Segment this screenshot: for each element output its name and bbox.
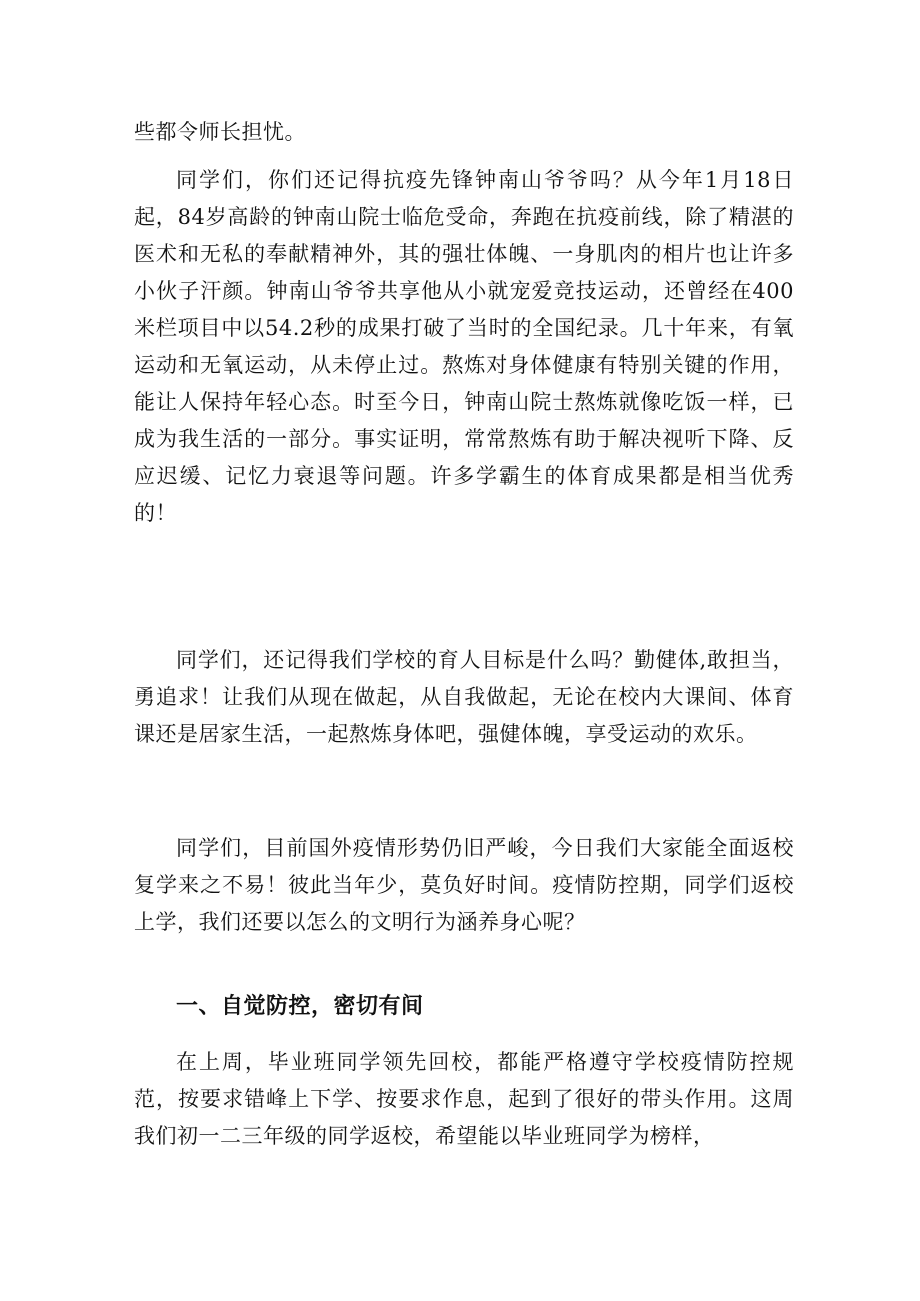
section-heading-1: 一、自觉防控，密切有间 xyxy=(176,994,424,1019)
paragraph-continuation: 些都令师长担忧。 xyxy=(134,120,306,144)
paragraph-zhong-nanshan: 同学们，你们还记得抗疫先锋钟南山爷爷吗？从今年1月18日起，84岁高龄的钟南山院士临危受命，奔跑在抗疫前线，除了精湛的医术和无私的奉献精神外，其的强壮体魄、一身肌肉的相片也让许多小伙子汗颜。钟南山爷爷共享他从小就宠爱竞技运动，还曾经在400米栏项目中以54.2秒的成果打破了当时的全国纪录。几十年来，有氧运动和无氧运动，从未停止过。熬炼对身体健康有特别关键的作用，能让人保持年轻心态。时至今日，钟南山院士熬炼就像吃饭一样，已成为我生活的一部分。事实证明，常常熬炼有助于解决视听下降、反应迟缓、记忆力衰退等问题。许多学霸生的体育成果都是相当优秀的！ xyxy=(134,168,794,525)
paragraph-return-to-school: 同学们，目前国外疫情形势仍旧严峻，今日我们大家能全面返校复学来之不易！彼此当年少，莫负好时间。疫情防控期，同学们返校上学，我们还要以怎么的文明行为涵养身心呢？ xyxy=(134,836,794,934)
paragraph-graduating-class: 在上周，毕业班同学领先回校，都能严格遵守学校疫情防控规范，按要求错峰上下学、按要求作息，起到了很好的带头作用。这周我们初一二三年级的同学返校，希望能以毕业班同学为榜样， xyxy=(134,1050,794,1148)
paragraph-school-goal: 同学们，还记得我们学校的育人目标是什么吗？勤健体,敢担当，勇追求！让我们从现在做起，从自我做起，无论在校内大课间、体育课还是居家生活，一起熬炼身体吧，强健体魄，享受运动的欢乐。 xyxy=(134,648,794,746)
